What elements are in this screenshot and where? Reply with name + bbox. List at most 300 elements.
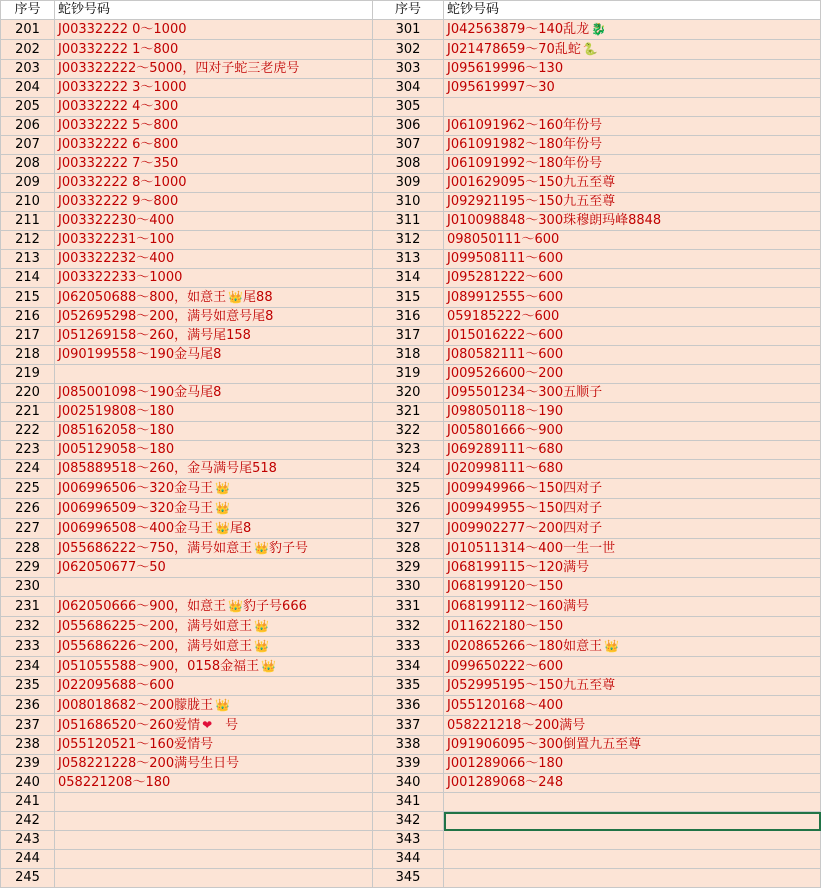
- code-cell-left[interactable]: [55, 79, 373, 98]
- code-text: J099508111～600: [447, 251, 564, 266]
- seq-cell-left[interactable]: 214: [1, 269, 55, 288]
- code-cell-left[interactable]: [55, 460, 373, 479]
- code-text: J00332222 5～800: [58, 118, 179, 133]
- code-cell-left[interactable]: [55, 519, 373, 539]
- crown-icon: 👑: [228, 599, 244, 613]
- crown-icon: 👑: [215, 501, 231, 515]
- seq-cell-right[interactable]: 342: [373, 812, 444, 831]
- code-text: J00332222 8～1000: [58, 175, 187, 190]
- code-cell-left[interactable]: [55, 250, 373, 269]
- code-text: J068199120～150: [447, 579, 564, 594]
- code-cell-left[interactable]: [55, 559, 373, 578]
- code-text: 098050111～600: [447, 232, 560, 247]
- code-text: J098050118～190: [447, 404, 564, 419]
- dragon-icon: 🐉: [591, 22, 607, 36]
- table-row: [1, 597, 821, 617]
- code-cell-right[interactable]: [444, 657, 821, 677]
- table-row: [1, 346, 821, 365]
- code-text: J062050688～800，如意王: [58, 290, 227, 305]
- table-row: [1, 98, 821, 117]
- code-text: J006996508～400金马王: [58, 521, 214, 536]
- code-cell-right[interactable]: [444, 499, 821, 519]
- seq-cell-right[interactable]: 345: [373, 869, 444, 888]
- table-row: [1, 539, 821, 559]
- code-cell-right[interactable]: [444, 479, 821, 499]
- code-cell-left[interactable]: [55, 578, 373, 597]
- code-cell-left[interactable]: [55, 716, 373, 736]
- code-cell-right[interactable]: [444, 20, 821, 40]
- code-text: J089912555～600: [447, 289, 564, 305]
- code-text: J001629095～150九五至尊: [447, 175, 616, 190]
- table-row: [1, 365, 821, 384]
- table-row: [1, 422, 821, 441]
- code-cell-right[interactable]: [444, 460, 821, 479]
- seq-cell-right[interactable]: 309: [373, 174, 444, 193]
- seq-cell-left[interactable]: 219: [1, 365, 55, 384]
- seq-cell-left[interactable]: 217: [1, 327, 55, 346]
- code-cell-left[interactable]: [55, 657, 373, 677]
- crown-icon: 👑: [215, 481, 231, 495]
- code-cell-left[interactable]: [55, 60, 373, 79]
- code-text: J00332222 3～1000: [58, 80, 187, 95]
- seq-cell-right[interactable]: 302: [373, 40, 444, 60]
- seq-cell-left[interactable]: 211: [1, 212, 55, 231]
- code-cell-right[interactable]: [444, 288, 821, 308]
- seq-cell-left[interactable]: 228: [1, 539, 55, 559]
- code-cell-left[interactable]: [55, 831, 373, 850]
- seq-cell-left[interactable]: 235: [1, 677, 55, 696]
- seq-cell-right[interactable]: 343: [373, 831, 444, 850]
- code-cell-left[interactable]: [55, 812, 373, 831]
- table-row: [1, 174, 821, 193]
- seq-cell-left[interactable]: 203: [1, 60, 55, 79]
- code-text: J00332222 9～800: [58, 194, 179, 209]
- seq-cell-left[interactable]: 223: [1, 441, 55, 460]
- seq-cell-left[interactable]: 201: [1, 20, 55, 40]
- seq-cell-left[interactable]: 221: [1, 403, 55, 422]
- seq-cell-right[interactable]: 330: [373, 578, 444, 597]
- seq-cell-right[interactable]: 337: [373, 716, 444, 736]
- code-cell-left[interactable]: [55, 403, 373, 422]
- seq-cell-left[interactable]: 208: [1, 155, 55, 174]
- code-text: J00332222 0～1000: [58, 21, 187, 37]
- seq-cell-right[interactable]: 326: [373, 499, 444, 519]
- code-cell-left[interactable]: [55, 365, 373, 384]
- table-row: [1, 155, 821, 174]
- seq-cell-right[interactable]: 316: [373, 308, 444, 327]
- seq-cell-right[interactable]: 305: [373, 98, 444, 117]
- code-text: J00332222 6～800: [58, 137, 179, 152]
- seq-cell-right[interactable]: 340: [373, 774, 444, 793]
- code-cell-left[interactable]: [55, 117, 373, 136]
- seq-cell-left[interactable]: 233: [1, 637, 55, 657]
- table-row: [1, 519, 821, 539]
- code-text: 059185222～600: [447, 309, 560, 324]
- seq-cell-right[interactable]: 314: [373, 269, 444, 288]
- code-cell-right[interactable]: [444, 308, 821, 327]
- table-row: [1, 793, 821, 812]
- code-cell-right[interactable]: [444, 365, 821, 384]
- code-text: J009949966～150四对子: [447, 480, 603, 496]
- table-row: [1, 850, 821, 869]
- code-cell-right[interactable]: [444, 79, 821, 98]
- seq-cell-right[interactable]: 333: [373, 637, 444, 657]
- code-cell-right[interactable]: [444, 850, 821, 869]
- seq-cell-right[interactable]: 307: [373, 136, 444, 155]
- seq-cell-left[interactable]: 220: [1, 384, 55, 403]
- code-text: J051686520～260爱情: [58, 718, 201, 733]
- code-cell-right[interactable]: [444, 812, 821, 831]
- seq-cell-right[interactable]: 325: [373, 479, 444, 499]
- code-cell-right[interactable]: [444, 174, 821, 193]
- code-text: J011622180～150: [447, 618, 564, 634]
- table-row: [1, 269, 821, 288]
- table-row: [1, 193, 821, 212]
- header-code-left[interactable]: 蛇钞号码: [55, 1, 373, 20]
- code-cell-right[interactable]: [444, 422, 821, 441]
- seq-cell-right[interactable]: 317: [373, 327, 444, 346]
- code-cell-left[interactable]: [55, 539, 373, 559]
- seq-cell-left[interactable]: 241: [1, 793, 55, 812]
- code-cell-right[interactable]: [444, 617, 821, 637]
- code-text: J055120521～160爱情号: [58, 737, 214, 752]
- seq-cell-right[interactable]: 323: [373, 441, 444, 460]
- seq-cell-left[interactable]: 210: [1, 193, 55, 212]
- seq-cell-left[interactable]: 244: [1, 850, 55, 869]
- seq-cell-left[interactable]: 238: [1, 736, 55, 755]
- code-text: J006996509～320金马王: [58, 501, 214, 516]
- code-text: J061091992～180年份号: [447, 156, 603, 171]
- seq-cell-right[interactable]: 308: [373, 155, 444, 174]
- table-row: [1, 479, 821, 499]
- seq-cell-left[interactable]: 215: [1, 288, 55, 308]
- code-cell-right[interactable]: [444, 40, 821, 60]
- seq-cell-right[interactable]: 304: [373, 79, 444, 98]
- code-cell-right[interactable]: [444, 60, 821, 79]
- code-cell-left[interactable]: [55, 98, 373, 117]
- code-cell-left[interactable]: [55, 212, 373, 231]
- code-text: J001289066～180: [447, 756, 564, 771]
- seq-cell-left[interactable]: 227: [1, 519, 55, 539]
- code-text: J010511314～400一生一世: [447, 540, 616, 556]
- code-text: J00332222 4～300: [58, 99, 179, 114]
- seq-cell-left[interactable]: 240: [1, 774, 55, 793]
- seq-cell-left[interactable]: 204: [1, 79, 55, 98]
- code-cell-left[interactable]: [55, 696, 373, 716]
- seq-cell-left[interactable]: 206: [1, 117, 55, 136]
- code-text: J001289068～248: [447, 775, 564, 790]
- seq-cell-left[interactable]: 224: [1, 460, 55, 479]
- seq-cell-right[interactable]: 310: [373, 193, 444, 212]
- code-text: J021478659～70乱蛇: [447, 42, 581, 57]
- table-row: [1, 384, 821, 403]
- seq-cell-left[interactable]: 205: [1, 98, 55, 117]
- code-text: J008018682～200朦胧王: [58, 698, 214, 713]
- seq-cell-right[interactable]: 306: [373, 117, 444, 136]
- code-cell-right[interactable]: [444, 716, 821, 736]
- seq-cell-right[interactable]: 318: [373, 346, 444, 365]
- code-text: J095281222～600: [447, 270, 564, 285]
- code-cell-left[interactable]: [55, 755, 373, 774]
- code-text: J003322233～1000: [58, 270, 183, 285]
- code-cell-right[interactable]: [444, 327, 821, 346]
- code-cell-right[interactable]: [444, 384, 821, 403]
- code-cell-left[interactable]: [55, 269, 373, 288]
- crown-icon: 👑: [604, 639, 620, 653]
- code-cell-left[interactable]: [55, 346, 373, 365]
- code-text: J061091982～180年份号: [447, 137, 603, 152]
- table-row: [1, 677, 821, 696]
- code-text: J010098848～300珠穆朗玛峰8848: [447, 213, 662, 228]
- code-text: J052695298～200，满号如意号尾8: [58, 309, 274, 324]
- seq-cell-right[interactable]: 344: [373, 850, 444, 869]
- table-row: [1, 559, 821, 578]
- seq-cell-right[interactable]: 338: [373, 736, 444, 755]
- code-cell-left[interactable]: [55, 20, 373, 40]
- table-row: [1, 869, 821, 888]
- code-cell-right[interactable]: [444, 155, 821, 174]
- code-text: J003322222～5000，四对子蛇三老虎号: [58, 61, 300, 76]
- code-cell-right[interactable]: [444, 403, 821, 422]
- code-suffix: 豹子号: [269, 541, 309, 556]
- seq-cell-left[interactable]: 230: [1, 578, 55, 597]
- code-cell-left[interactable]: [55, 677, 373, 696]
- header-seq-left[interactable]: 序号: [1, 1, 55, 20]
- code-cell-left[interactable]: [55, 40, 373, 60]
- code-text: J003322230～400: [58, 213, 175, 228]
- seq-cell-right[interactable]: 312: [373, 231, 444, 250]
- table-row: [1, 774, 821, 793]
- code-text: J00332222 1～800: [58, 41, 179, 57]
- seq-cell-left[interactable]: 243: [1, 831, 55, 850]
- code-cell-right[interactable]: [444, 136, 821, 155]
- code-cell-right[interactable]: [444, 774, 821, 793]
- seq-cell-right[interactable]: 311: [373, 212, 444, 231]
- code-cell-left[interactable]: [55, 597, 373, 617]
- code-text: J006996506～320金马王: [58, 481, 214, 496]
- table-row: [1, 460, 821, 479]
- table-row: [1, 212, 821, 231]
- seq-cell-right[interactable]: 322: [373, 422, 444, 441]
- code-text: J092921195～150九五至尊: [447, 194, 616, 209]
- seq-cell-left[interactable]: 213: [1, 250, 55, 269]
- code-cell-right[interactable]: [444, 193, 821, 212]
- seq-cell-left[interactable]: 212: [1, 231, 55, 250]
- code-cell-right[interactable]: [444, 696, 821, 716]
- table-row: [1, 308, 821, 327]
- code-cell-right[interactable]: [444, 597, 821, 617]
- code-suffix: 号: [212, 718, 239, 733]
- code-text: J009902277～200四对子: [447, 520, 603, 536]
- seq-cell-right[interactable]: 303: [373, 60, 444, 79]
- table-row: [1, 499, 821, 519]
- seq-cell-right[interactable]: 321: [373, 403, 444, 422]
- code-cell-right[interactable]: [444, 539, 821, 559]
- seq-cell-right[interactable]: 331: [373, 597, 444, 617]
- code-cell-left[interactable]: [55, 327, 373, 346]
- seq-cell-left[interactable]: 232: [1, 617, 55, 637]
- seq-cell-left[interactable]: 222: [1, 422, 55, 441]
- code-cell-right[interactable]: [444, 441, 821, 460]
- seq-cell-right[interactable]: 334: [373, 657, 444, 677]
- code-cell-right[interactable]: [444, 231, 821, 250]
- code-text: J051055588～900，0158金福王: [58, 659, 260, 674]
- seq-cell-left[interactable]: 236: [1, 696, 55, 716]
- code-text: J095619996～130: [447, 61, 564, 76]
- crown-icon: 👑: [228, 290, 244, 304]
- table-row: [1, 716, 821, 736]
- code-text: J085889518～260，金马满号尾518: [58, 461, 277, 476]
- code-text: J085001098～190金马尾8: [58, 385, 222, 400]
- code-text: J052995195～150九五至尊: [447, 678, 616, 693]
- code-cell-left[interactable]: [55, 174, 373, 193]
- code-cell-right[interactable]: [444, 677, 821, 696]
- table-row: [1, 250, 821, 269]
- code-cell-right[interactable]: [444, 269, 821, 288]
- code-text: J055686226～200，满号如意王: [58, 639, 253, 654]
- seq-cell-right[interactable]: 336: [373, 696, 444, 716]
- seq-cell-left[interactable]: 207: [1, 136, 55, 155]
- table-row: [1, 755, 821, 774]
- code-cell-right[interactable]: [444, 869, 821, 888]
- table-row: [1, 441, 821, 460]
- crown-icon: 👑: [215, 521, 231, 535]
- crown-icon: 👑: [254, 639, 270, 653]
- seq-cell-right[interactable]: 327: [373, 519, 444, 539]
- header-seq-right[interactable]: 序号: [373, 1, 444, 20]
- seq-cell-right[interactable]: 339: [373, 755, 444, 774]
- table-row: [1, 578, 821, 597]
- seq-cell-right[interactable]: 319: [373, 365, 444, 384]
- seq-cell-left[interactable]: 229: [1, 559, 55, 578]
- code-text: J055686222～750，满号如意王: [58, 541, 253, 556]
- code-cell-right[interactable]: [444, 831, 821, 850]
- code-cell-left[interactable]: [55, 193, 373, 212]
- code-text: J095501234～300五顺子: [447, 385, 603, 400]
- code-cell-right[interactable]: [444, 117, 821, 136]
- seq-cell-left[interactable]: 209: [1, 174, 55, 193]
- heart-icon: ❤: [202, 718, 213, 732]
- code-cell-left[interactable]: [55, 774, 373, 793]
- seq-cell-left[interactable]: 242: [1, 812, 55, 831]
- code-text: J085162058～180: [58, 423, 175, 438]
- code-text: J005801666～900: [447, 423, 564, 438]
- code-cell-left[interactable]: [55, 155, 373, 174]
- code-cell-left[interactable]: [55, 384, 373, 403]
- seq-cell-left[interactable]: 237: [1, 716, 55, 736]
- code-text: J042563879～140乱龙: [447, 22, 590, 37]
- code-suffix: 尾88: [243, 290, 273, 305]
- code-cell-left[interactable]: [55, 736, 373, 755]
- seq-cell-right[interactable]: 341: [373, 793, 444, 812]
- code-cell-right[interactable]: [444, 578, 821, 597]
- code-cell-left[interactable]: [55, 869, 373, 888]
- crown-icon: 👑: [254, 541, 270, 555]
- code-cell-left[interactable]: [55, 479, 373, 499]
- seq-cell-left[interactable]: 226: [1, 499, 55, 519]
- code-cell-right[interactable]: [444, 212, 821, 231]
- code-cell-left[interactable]: [55, 850, 373, 869]
- seq-cell-left[interactable]: 218: [1, 346, 55, 365]
- code-text: 058221208～180: [58, 775, 171, 790]
- code-cell-left[interactable]: [55, 499, 373, 519]
- seq-cell-left[interactable]: 202: [1, 40, 55, 60]
- code-text: J003322232～400: [58, 251, 175, 266]
- code-text: J095619997～30: [447, 80, 555, 95]
- seq-cell-right[interactable]: 324: [373, 460, 444, 479]
- seq-cell-left[interactable]: 216: [1, 308, 55, 327]
- crown-icon: 👑: [215, 698, 231, 712]
- crown-icon: 👑: [261, 659, 277, 673]
- code-cell-right[interactable]: [444, 346, 821, 365]
- seq-cell-right[interactable]: 301: [373, 20, 444, 40]
- table-row: [1, 40, 821, 60]
- seq-cell-right[interactable]: 328: [373, 539, 444, 559]
- header-code-right[interactable]: 蛇钞号码: [444, 1, 821, 20]
- code-cell-left[interactable]: [55, 231, 373, 250]
- code-cell-right[interactable]: [444, 755, 821, 774]
- code-cell-right[interactable]: [444, 793, 821, 812]
- seq-cell-left[interactable]: 231: [1, 597, 55, 617]
- code-text: J002519808～180: [58, 404, 175, 419]
- code-text: J020998111～680: [447, 461, 564, 476]
- seq-cell-right[interactable]: 329: [373, 559, 444, 578]
- code-cell-left[interactable]: [55, 793, 373, 812]
- code-text: J055686225～200，满号如意王: [58, 619, 253, 634]
- code-text: J068199112～160满号: [447, 598, 590, 614]
- table-row: [1, 812, 821, 831]
- header-row: [1, 1, 821, 20]
- code-suffix: 尾8: [230, 521, 252, 536]
- code-cell-left[interactable]: [55, 441, 373, 460]
- seq-cell-left[interactable]: 234: [1, 657, 55, 677]
- seq-cell-right[interactable]: 315: [373, 288, 444, 308]
- seq-cell-left[interactable]: 239: [1, 755, 55, 774]
- code-cell-left[interactable]: [55, 637, 373, 657]
- code-text: J080582111～600: [447, 347, 564, 362]
- code-cell-right[interactable]: [444, 637, 821, 657]
- code-cell-left[interactable]: [55, 136, 373, 155]
- code-text: J090199558～190金马尾8: [58, 347, 222, 362]
- code-text: J022095688～600: [58, 678, 175, 693]
- seq-cell-right[interactable]: 320: [373, 384, 444, 403]
- code-cell-left[interactable]: [55, 308, 373, 327]
- code-cell-left[interactable]: [55, 617, 373, 637]
- code-text: J00332222 7～350: [58, 156, 179, 171]
- seq-cell-left[interactable]: 245: [1, 869, 55, 888]
- table-row: [1, 696, 821, 716]
- code-text: J020865266～180如意王: [447, 639, 603, 654]
- code-text: J051269158～260，满号尾158: [58, 328, 251, 343]
- code-cell-right[interactable]: [444, 98, 821, 117]
- code-text: J091906095～300倒置九五至尊: [447, 737, 642, 752]
- code-cell-right[interactable]: [444, 519, 821, 539]
- code-cell-right[interactable]: [444, 736, 821, 755]
- seq-cell-right[interactable]: 335: [373, 677, 444, 696]
- seq-cell-right[interactable]: 313: [373, 250, 444, 269]
- code-text: J015016222～600: [447, 328, 564, 343]
- code-cell-left[interactable]: [55, 288, 373, 308]
- seq-cell-right[interactable]: 332: [373, 617, 444, 637]
- table-row: [1, 637, 821, 657]
- code-cell-left[interactable]: [55, 422, 373, 441]
- code-cell-right[interactable]: [444, 250, 821, 269]
- code-text: J099650222～600: [447, 658, 564, 674]
- table-row: [1, 831, 821, 850]
- code-cell-right[interactable]: [444, 559, 821, 578]
- seq-cell-left[interactable]: 225: [1, 479, 55, 499]
- table-row: [1, 79, 821, 98]
